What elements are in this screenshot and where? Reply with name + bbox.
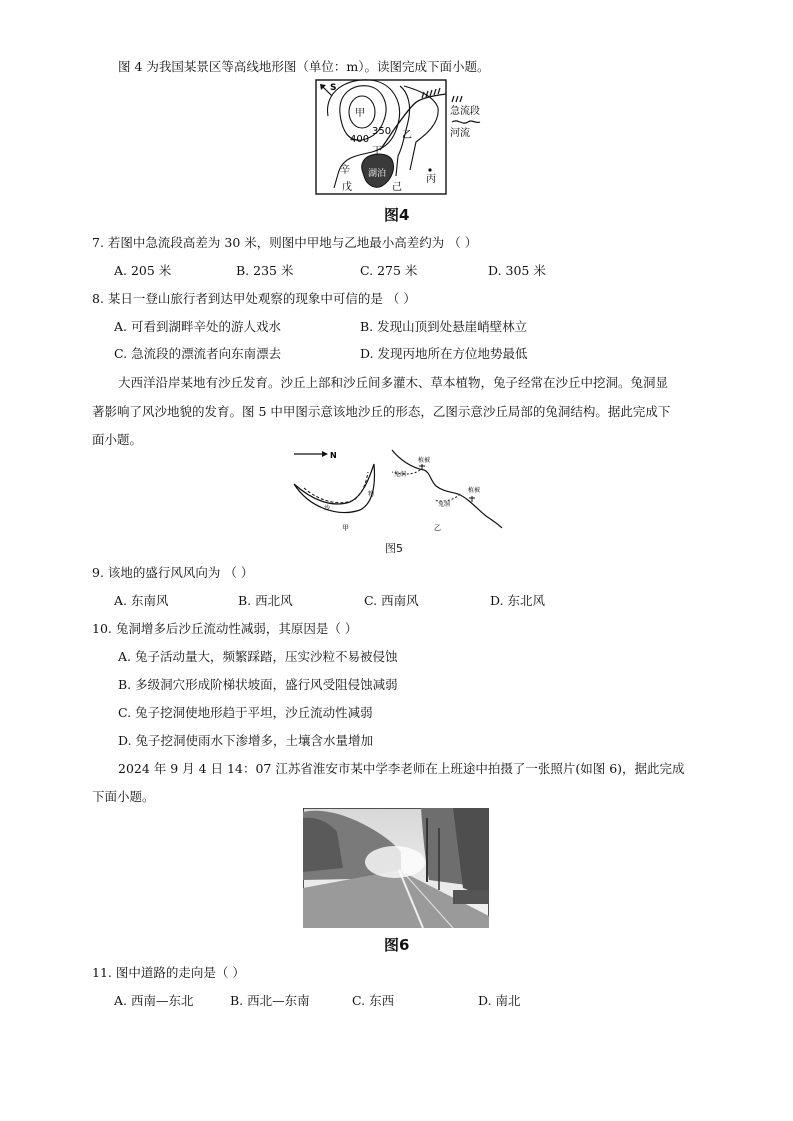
q8-option-b: B. 发现山顶到处悬崖峭壁林立 [360,319,528,334]
vegetation-icon [419,464,475,502]
legend-river-label: 河流 [450,128,470,139]
q9-option-a: A. 东南风 [114,593,169,608]
q10-option-a: A. 兔子活动量大，频繁踩踏，压实沙粒不易被侵蚀 [118,649,398,664]
intro-fig5-line-2: 著影响了风沙地貌的发育。图 5 中甲图示意该地沙丘的形态，乙图示意沙丘局部的兔洞结构。据此完成下 [92,404,671,419]
burrow-profile-line [392,450,502,528]
label-hole-1: 兔洞 [394,471,407,478]
q8-stem: 8. 某日一登山旅行者到达甲处观察的现象中可信的是 （ ） [92,291,416,306]
label-veg-1: 植被 [418,457,431,464]
intro-fig5-line-1: 大西洋沿岸某地有沙丘发育。沙丘上部和沙丘间多灌木、草本植物，兔子经常在沙丘中挖洞。兔洞显 [118,375,669,390]
label-ji: 己 [392,182,402,193]
figure-5-caption: 图5 [385,542,403,555]
q10-option-d: D. 兔子挖洞使雨水下渗增多，土壤含水量增加 [118,733,374,748]
legend-rapids-symbol [452,96,462,102]
contour-far-east [404,86,438,170]
figure-6-caption: 图6 [384,936,410,954]
q9-option-c: C. 西南风 [364,593,419,608]
curb-block [453,890,489,904]
label-yi: 乙 [402,130,412,141]
intro-fig6-line-2: 下面小题。 [92,789,155,804]
q11-option-b: B. 西北—东南 [230,993,310,1008]
q8-option-a: A. 可看到湖畔辛处的游人戏水 [114,319,281,334]
q7-option-d: D. 305 米 [488,263,546,278]
label-ding: 丁 [372,146,382,157]
dune-outline [294,464,374,512]
intro-fig6-line-1: 2024 年 9 月 4 日 14：07 江苏省淮安市某中学李老师在上班途中拍摄了一张照片(如图 6)，据此完成 [118,761,685,776]
q7-option-a: A. 205 米 [114,263,172,278]
label-wu: 戊 [342,182,352,193]
q11-option-a: A. 西南—东北 [114,993,194,1008]
q7-stem: 7. 若图中急流段高差为 30 米，则图中甲地与乙地最小高差约为 （ ） [92,235,478,250]
label-xin: 辛 [340,165,350,176]
label-400: 400 [350,134,370,145]
q9-stem: 9. 该地的盛行风风向为 （ ） [92,565,254,580]
q9-option-b: B. 西北风 [238,593,293,608]
q7-option-c: C. 275 米 [360,263,418,278]
lake-label: 湖泊 [368,169,387,179]
label-yi: 乙 [434,524,441,532]
fig5-north-label: N [330,451,337,460]
intro-fig4: 图 4 为我国某景区等高线地形图（单位：m）。读图完成下面小题。 [118,59,490,74]
label-jia: 甲 [355,108,365,119]
label-jia: 甲 [342,524,349,532]
figure-4-contour-map [312,76,496,198]
q11-option-d: D. 南北 [478,993,521,1008]
label-plant: 物 [368,491,375,498]
label-sand: 沙 [324,505,331,512]
map-north-label: S [330,83,337,93]
figure-5-dune-diagram [288,448,508,536]
q10-stem: 10. 兔洞增多后沙丘流动性减弱，其原因是（ ） [92,621,358,636]
q9-option-d: D. 东北风 [490,593,546,608]
q8-option-d: D. 发现丙地所在方位地势最低 [360,346,528,361]
intro-fig5-line-3: 面小题。 [92,432,143,447]
label-bing: 丙 [426,174,436,185]
figure-6-photo [303,808,489,928]
q8-option-c: C. 急流段的漂流者向东南漂去 [114,346,282,361]
label-veg-2: 植被 [468,487,481,494]
legend-river-symbol [452,121,480,123]
q7-option-b: B. 235 米 [236,263,294,278]
q11-option-c: C. 东西 [352,993,395,1008]
label-350: 350 [372,126,392,137]
legend-rapids-label: 急流段 [450,106,480,117]
sun-glare [365,846,425,878]
figure-4-caption: 图4 [384,206,410,224]
label-hole-2: 兔洞 [438,501,451,508]
q10-option-c: C. 兔子挖洞使地形趋于平坦，沙丘流动性减弱 [118,705,373,720]
q11-stem: 11. 图中道路的走向是（ ） [92,965,245,980]
q10-option-b: B. 多级洞穴形成阶梯状坡面，盛行风受阻侵蚀减弱 [118,677,398,692]
